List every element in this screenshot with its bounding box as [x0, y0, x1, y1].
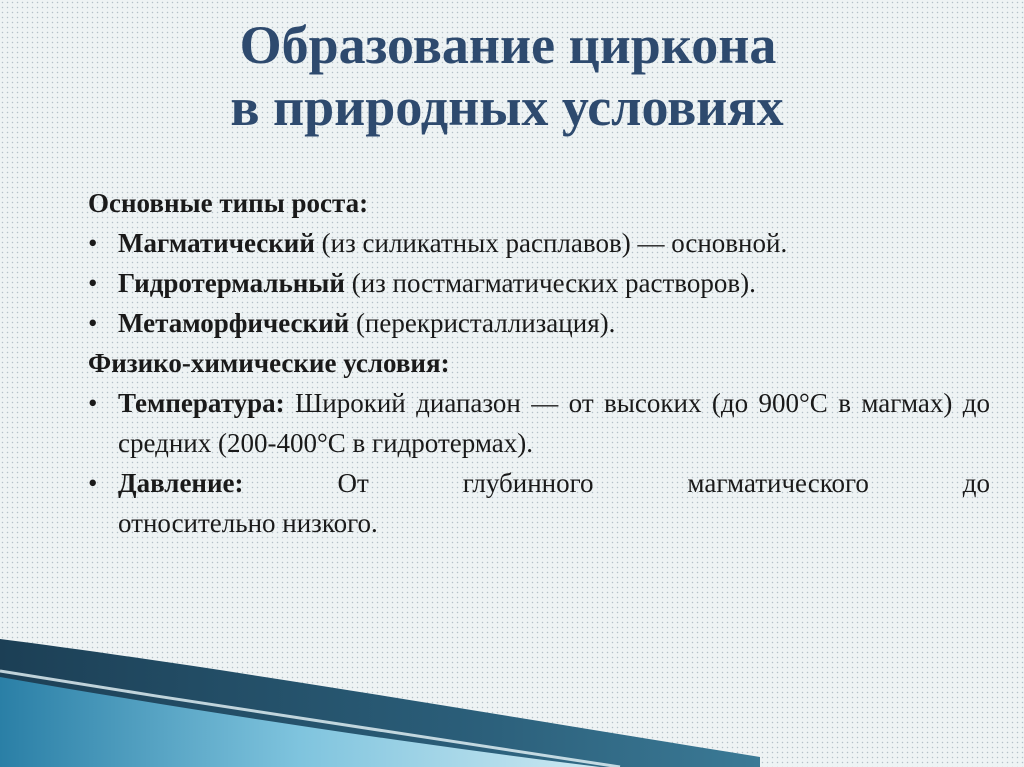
wave-highlight	[0, 671, 620, 767]
term-temperature: Температура:	[118, 388, 285, 418]
list-item-temperature	[88, 383, 990, 463]
term-metamorphic: Метаморфический	[118, 308, 350, 338]
term-pressure: Давление:	[118, 468, 244, 498]
description-pressure-line-2: относительно низкого.	[118, 508, 378, 538]
bullet-icon: •	[88, 388, 98, 418]
slide-title	[0, 14, 1024, 138]
description-hydrothermal: (из постмагматических растворов).	[344, 268, 756, 298]
description-temperature: Широкий диапазон — от высоких (до 900°C в магмах) до средних (200-400°C в гидротермах).	[118, 388, 990, 458]
description-metamorphic: (перекристаллизация).	[349, 308, 616, 338]
bullet-icon: •	[88, 268, 98, 298]
decorative-wave-graphic	[0, 627, 1024, 767]
title-line-2: в природных условиях	[230, 77, 784, 137]
wave-dark-band	[0, 639, 760, 767]
list-item-metamorphic	[88, 303, 990, 343]
description-pressure-line-1: От глубинного магматического до	[337, 468, 991, 498]
slide-body	[88, 183, 990, 543]
term-hydrothermal: Гидротермальный	[118, 268, 345, 298]
wave-light-band	[0, 677, 600, 767]
list-item-magmatic	[88, 223, 990, 263]
list-item-hydrothermal	[88, 263, 990, 303]
term-magmatic: Магматический	[118, 228, 315, 258]
section-heading-conditions: Физико-химические условия:	[88, 348, 450, 378]
bullet-icon: •	[88, 468, 98, 498]
title-line-1: Образование циркона	[239, 15, 777, 75]
description-magmatic: (из силикатных расплавов) — основной.	[314, 228, 788, 258]
section-heading-growth-types: Основные типы роста:	[88, 188, 369, 218]
bullet-icon: •	[88, 308, 98, 338]
list-item-pressure	[88, 463, 990, 543]
bullet-icon: •	[88, 228, 98, 258]
